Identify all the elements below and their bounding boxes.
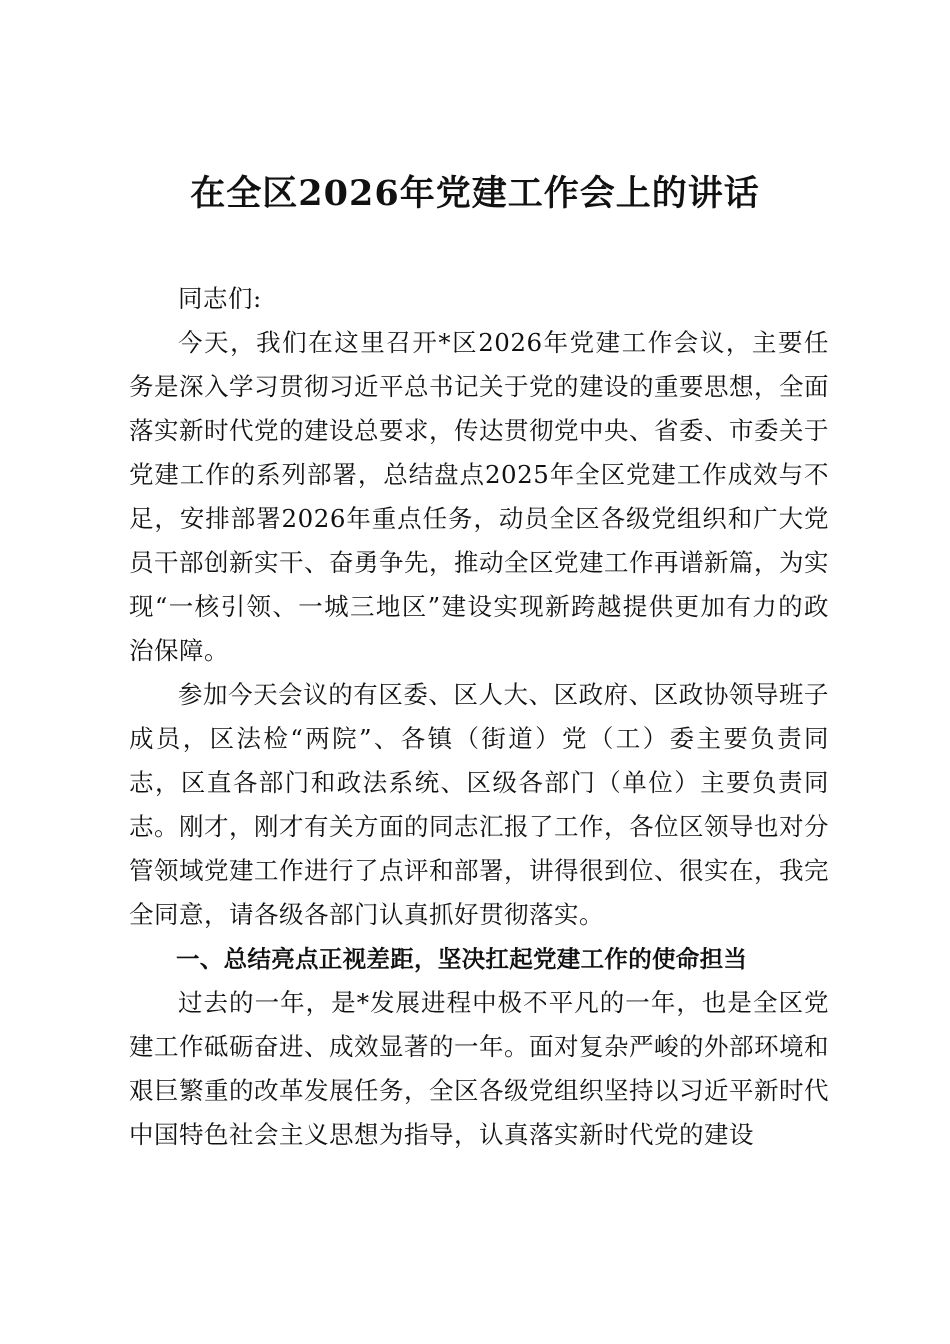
document-body xyxy=(129,277,829,1157)
document-title: 在全区2026年党建工作会上的讲话 xyxy=(190,173,760,214)
paragraph-opening: 今天，我们在这里召开*区2026年党建工作会议，主要任务是深入学习贯彻习近平总书记关于党的建设的重要思想，全面落实新时代党的建设总要求，传达贯彻党中央、省委、市委关于党建工作的系列部署，总结盘点2025年全区党建工作成效与不足，安排部署2026年重点任务，动员全区各级党组织和广大党员干部创新实干、奋勇争先，推动全区党建工作再谱新篇，为实现“一核引领、一城三地区”建设实现新跨越提供更加有力的政治保障。 xyxy=(129,328,829,665)
paragraph-attendees: 参加今天会议的有区委、区人大、区政府、区政协领导班子成员，区法检“两院”、各镇（街道）党（工）委主要负责同志，区直各部门和政法系统、区级各部门（单位）主要负责同志。刚才，刚才有关方面的同志汇报了工作，各位区领导也对分管领域党建工作进行了点评和部署，讲得很到位、很实在，我完全同意，请各级各部门认真抓好贯彻落实。 xyxy=(129,680,829,929)
paragraph-section-1: 过去的一年，是*发展进程中极不平凡的一年，也是全区党建工作砥砺奋进、成效显著的一年。面对复杂严峻的外部环境和艰巨繁重的改革发展任务，全区各级党组织坚持以习近平新时代中国特色社会主义思想为指导，认真落实新时代党的建设 xyxy=(129,988,829,1149)
section-heading-1: 一、总结亮点正视差距，坚决扛起党建工作的使命担当 xyxy=(176,945,748,973)
salutation: 同志们: xyxy=(178,284,262,313)
